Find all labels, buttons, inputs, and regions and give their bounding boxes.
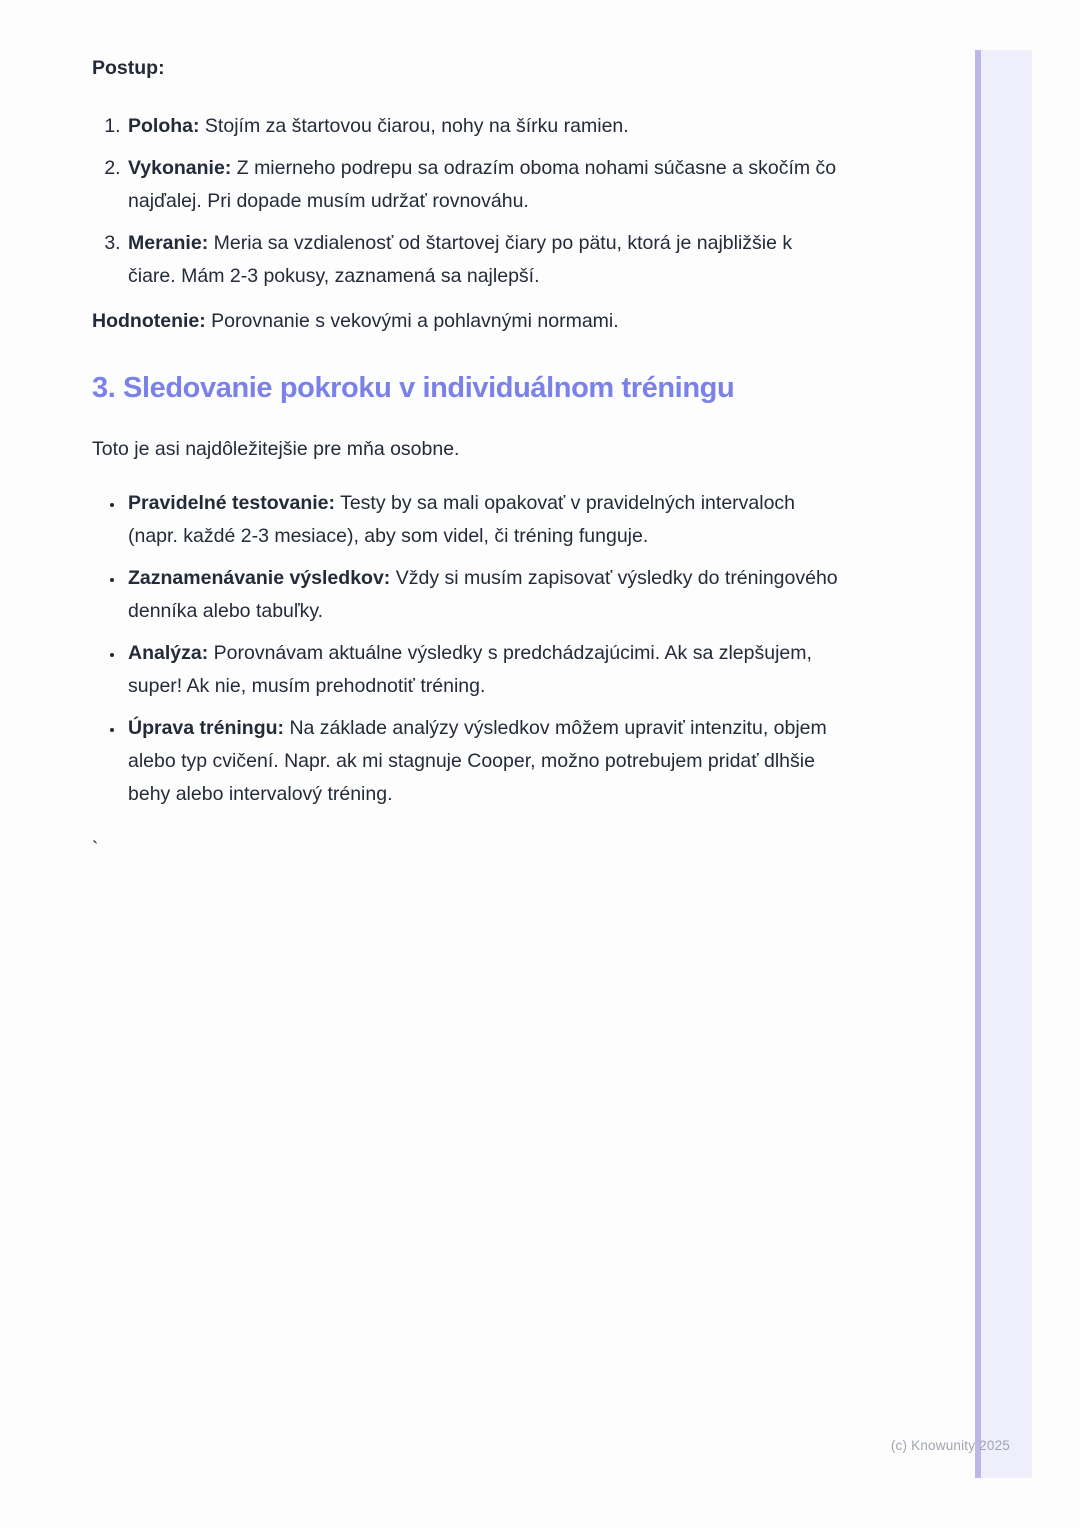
footer-copyright: (c) Knowunity 2025 <box>890 1438 1010 1453</box>
bullet-item-text: Testy by sa mali opakovať v pravidelných intervaloch (napr. každé 2-3 mesiace), aby som videl, či tréning funguje. <box>128 492 796 547</box>
stray-character: ` <box>92 839 99 860</box>
bullet-item-text: Na základe analýzy výsledkov môžem upraviť intenzitu, objem alebo typ cvičení. Napr. ak mi stagnuje Cooper, možno potrebujem pridať dlhšie behy alebo intervalový tréning. <box>128 717 827 805</box>
procedure-item <box>126 152 840 218</box>
content <box>92 52 840 866</box>
bullet-item <box>125 562 840 628</box>
procedure-list <box>92 110 840 293</box>
bullet-item <box>125 637 840 703</box>
procedure-item-label: Poloha: <box>128 115 200 137</box>
bullet-item-text: Porovnávam aktuálne výsledky s predchádzajúcimi. Ak sa zlepšujem, super! Ak nie, musím prehodnotiť tréning. <box>128 642 812 697</box>
evaluation-line <box>92 305 840 338</box>
bullet-item <box>125 487 840 553</box>
procedure-item-text: Z mierneho podrepu sa odrazím oboma nohami súčasne a skočím čo najďalej. Pri dopade musím udržať rovnováhu. <box>128 157 837 212</box>
section-bullet-list <box>92 487 840 811</box>
procedure-item-text: Stojím za štartovou čiarou, nohy na šírku ramien. <box>204 115 629 137</box>
section-heading: 3. Sledovanie pokroku v individuálnom tréningu <box>92 372 735 404</box>
bullet-item-label: Analýza: <box>128 642 209 664</box>
bullet-item-label: Pravidelné testovanie: <box>128 492 335 514</box>
procedure-item-label: Meranie: <box>128 232 209 254</box>
procedure-title: Postup: <box>92 57 165 79</box>
procedure-item <box>126 110 840 143</box>
procedure-item <box>126 227 840 293</box>
bullet-item <box>125 712 840 811</box>
right-margin-bar <box>975 50 1032 1478</box>
bullet-item-text: Vždy si musím zapisovať výsledky do tréningového denníka alebo tabuľky. <box>128 567 838 622</box>
procedure-item-label: Vykonanie: <box>128 157 232 179</box>
evaluation-text: Porovnanie s vekovými a pohlavnými normami. <box>211 310 619 332</box>
section-intro: Toto je asi najdôležitejšie pre mňa osobne. <box>92 438 460 460</box>
procedure-item-text: Meria sa vzdialenosť od štartovej čiary po pätu, ktorá je najbližšie k čiare. Mám 2-3 pokusy, zaznamená sa najlepší. <box>128 232 793 287</box>
bullet-item-label: Zaznamenávanie výsledkov: <box>128 567 391 589</box>
bullet-item-label: Úprava tréningu: <box>128 717 285 739</box>
evaluation-label: Hodnotenie: <box>92 310 206 332</box>
